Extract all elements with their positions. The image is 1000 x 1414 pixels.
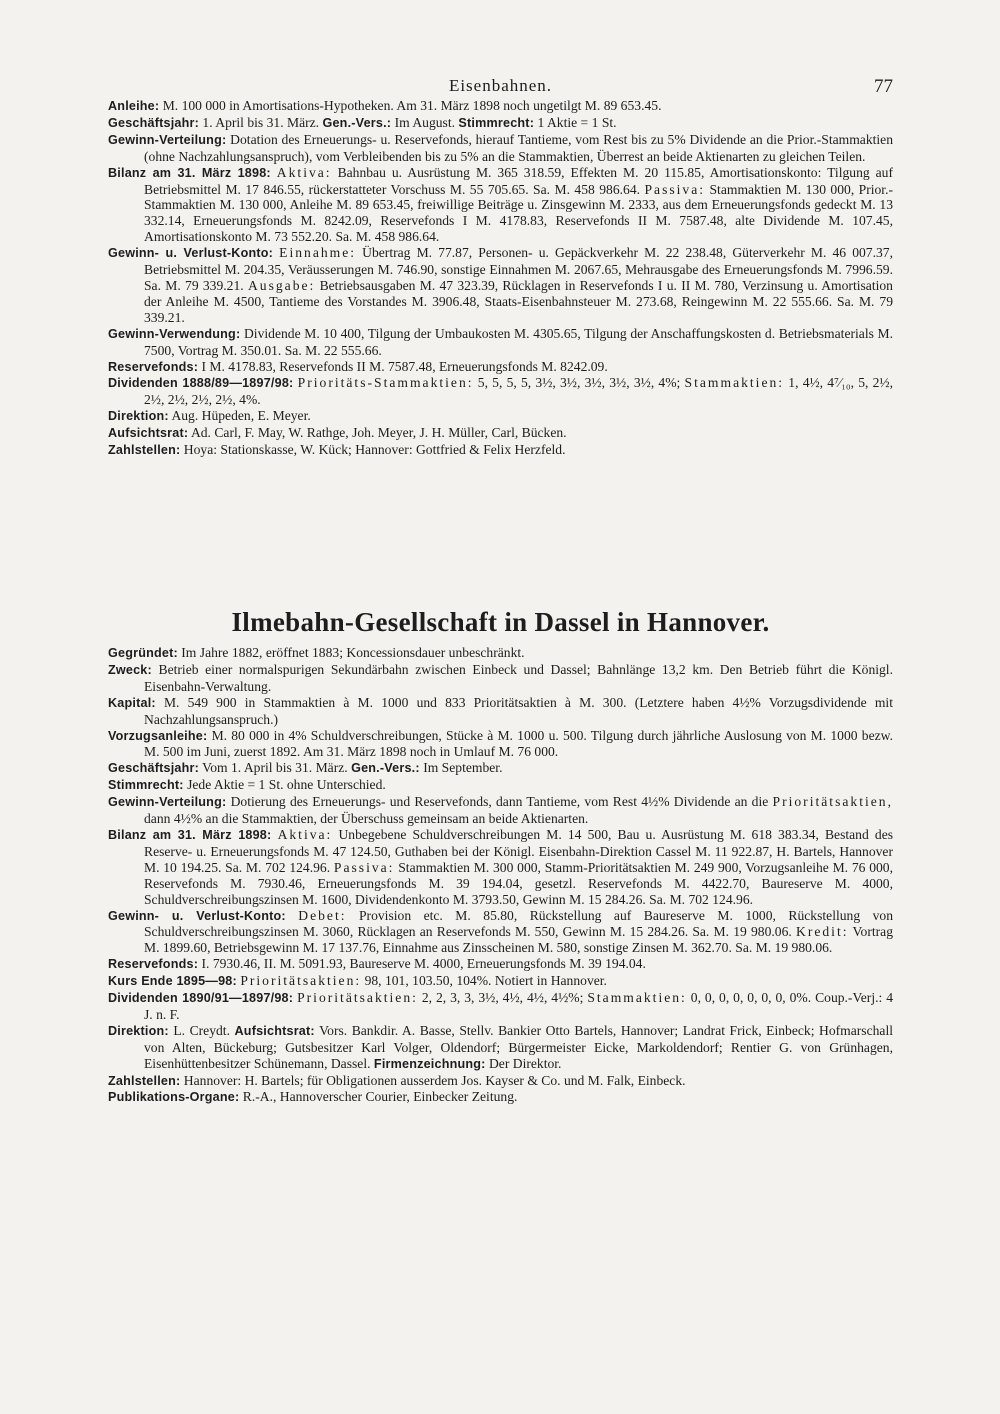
entry-geschaeftsjahr: [108, 760, 893, 777]
aktiva-label: Aktiva:: [276, 164, 332, 180]
entry-reservefonds: [108, 359, 893, 376]
entry-text: M. 80 000 in 4% Schuldverschreibungen, Stücke à M. 1000 u. 500. Tilgung durch jährliche Auslosung von M. 1000 bezw. M. 500 im Juni, zuerst 1892. Am 31. März 1898 noch in Umlauf M. 76 000.: [144, 727, 893, 760]
entry-label: Firmenzeichnung:: [373, 1056, 486, 1071]
passiva-text: Stammaktien M. 130 000, Prior.-Stammaktien M. 130 000, Anleihe M. 89 653.45, freiwillige Beiträge u. Zinsgewinn M. 2333, aus dem Erneuerungsfonds gedeckt M. 13 332.14, Erneuerungsfonds M. 8242.09, Reservefonds I M. 4178.83, Reservefonds II M. 7587.48, alte Dividende M. 107.45, Amortisationskonto M. 73 552.20. Sa. M. 458 986.64.: [144, 181, 894, 245]
einnahme-text: Übertrag M. 77.87, Personen- u. Gepäckverkehr M. 22 238.48, Güterverkehr M. 46 007.37, Betriebsmittel M. 204.35, Veräusserungen M. 746.90, sonstige Einnahmen M. 2067.65, Mehrausgabe des Erneuerungsfonds M. 7996.59. Sa. M. 79 339.21.: [144, 245, 893, 293]
entry-label: Aufsichtsrat:: [234, 1023, 315, 1038]
entry-label: Gen.-Vers.:: [322, 115, 392, 130]
entry-geschaeftsjahr: [108, 115, 893, 132]
entry-label: Bilanz am 31. März 1898:: [108, 165, 271, 180]
entry-direktion: [108, 408, 893, 425]
entry-text: Hannover: H. Bartels; für Obligationen ausserdem Jos. Kayser & Co. und M. Falk, Einbeck.: [183, 1072, 686, 1088]
entry-label: Gewinn- u. Verlust-Konto:: [108, 908, 286, 923]
section-ilmebahn: [108, 645, 893, 1106]
entry-text: 98, 101, 103.50, 104%. Notiert in Hannover.: [364, 973, 607, 989]
aktiva-text: Unbegebene Schuldverschreibungen M. 14 500, Bau u. Ausrüstung M. 618 383.34, Bestand des Reserve- u. Erneuerungsfonds M. 47 124.50, Guthaben bei der Königl. Eisenbahn-Direktion Cassel M. 11 922.87, H. Bartels, Hannover M. 10 194.25. Sa. M. 702 124.96.: [144, 826, 894, 875]
entry-label: Aufsichtsrat:: [108, 426, 189, 441]
kredit-text: Vortrag M. 1899.60, Betriebsgewinn M. 17 137.76, Einnahme aus Zinsscheinen M. 580, sonstige Zinsen M. 362.70. Sa. M. 19 980.06.: [144, 924, 893, 956]
entry-label: Reservefonds:: [108, 957, 199, 972]
entry-text: Aug. Hüpeden, E. Meyer.: [171, 408, 311, 424]
stamm-text: 0, 0, 0, 0, 0, 0, 0, 0%. Coup.-Verj.: 4 J. n. F.: [144, 990, 894, 1022]
entry-label: Anleihe:: [108, 99, 160, 113]
entry-gewinnkonto: [108, 908, 893, 957]
entry-publikation: [108, 1089, 893, 1106]
entry-gewinnverwendung: [108, 326, 893, 359]
ausgabe-label: Ausgabe:: [247, 277, 316, 293]
entry-text: Jede Aktie = 1 St. ohne Unterschied.: [187, 777, 386, 793]
entry-gewinnverteilung: [108, 132, 893, 165]
entry-reservefonds: [108, 956, 893, 973]
entry-label: Kurs Ende 1895—98:: [108, 974, 237, 989]
entry-text: Im Jahre 1882, eröffnet 1883; Koncessionsdauer unbeschränkt.: [181, 645, 525, 660]
entry-text: dann 4½% an die Stammaktien, der Überschuss gemeinsam an beide Aktienarten.: [144, 811, 589, 827]
aktiva-label: Aktiva:: [277, 826, 333, 842]
entry-text: I. 7930.46, II. M. 5091.93, Baureserve M. 4000, Erneuerungsfonds M. 39 194.04.: [201, 956, 646, 972]
page-number: 77: [874, 76, 893, 97]
entry-dividenden: [108, 375, 893, 408]
entry-text: Vors. Bankdir. A. Basse, Stellv. Bankier Otto Bartels, Hannover; Landrat Frick, Einbeck; Hofmarschall von Alten, Bückeburg; Gutsbesitzer Karl Volger, Oldendorf; Bürgermeister Eicke, Markoldendorf; Rentier G. von Grünhagen, Eisenhüttenbesitzer Schünemann, Dassel.: [144, 1022, 894, 1071]
entry-text: Dotierung des Erneuerungs- und Reservefonds, dann Tantieme, vom Rest 4½% Dividende an die: [230, 794, 769, 810]
entry-label: Direktion:: [108, 1023, 169, 1038]
entry-label: Dividenden 1888/89—1897/98:: [108, 376, 294, 391]
section-previous-company: [108, 98, 893, 459]
entry-label: Zahlstellen:: [108, 1073, 181, 1088]
entry-kapital: [108, 695, 893, 728]
entry-label: Reservefonds:: [108, 359, 199, 374]
entry-label: Gewinn-Verteilung:: [108, 132, 227, 147]
entry-bilanz: [108, 827, 893, 908]
passiva-label: Passiva:: [333, 859, 395, 875]
stamm-text: 1, 4½, 4⁷⁄₁₀, 5, 2½, 2½, 2½, 2½, 2½, 4%.: [144, 375, 893, 408]
entry-label: Zahlstellen:: [108, 443, 181, 458]
entry-label: Direktion:: [108, 409, 169, 424]
entry-kurs: [108, 973, 893, 990]
prior-text: 2, 2, 3, 3, 3½, 4½, 4½, 4½%;: [421, 990, 584, 1006]
entry-label: Geschäftsjahr:: [108, 115, 199, 130]
entry-label: Stimmrecht:: [458, 115, 535, 130]
ausgabe-text: Betriebsausgaben M. 47 323.39, Rücklagen in Reservefonds I u. II M. 780, Verzinsung u. Amortisation der Anleihe M. 4500, Tantieme des Vorstandes M. 3906.48, Staats-Eisenbahnsteuer M. 273.68, Reingewinn M. 22 555.66. Sa. M. 79 339.21.: [144, 277, 893, 325]
entry-gewinnverteilung: [108, 794, 893, 827]
einnahme-label: Einnahme:: [279, 245, 357, 261]
spaced-text: Prioritätsaktien:: [240, 973, 362, 989]
entry-label: Dividenden 1890/91—1897/98:: [108, 991, 294, 1006]
entry-label: Geschäftsjahr:: [108, 761, 199, 776]
entry-dividenden: [108, 990, 893, 1023]
entry-label: Stimmrecht:: [108, 778, 184, 793]
entry-text: 1 Aktie = 1 St.: [537, 114, 617, 130]
entry-label: Gen.-Vers.:: [351, 761, 420, 776]
entry-text: Vom 1. April bis 31. März.: [202, 760, 348, 776]
entry-label: Gewinn-Verwendung:: [108, 326, 241, 341]
entry-label: Publikations-Organe:: [108, 1090, 240, 1105]
section-heading: Ilmebahn-Gesellschaft in Dassel in Hannover.: [231, 607, 770, 637]
entry-anleihe: [108, 98, 893, 115]
entry-text: Der Direktor.: [488, 1055, 562, 1071]
aktiva-text: Bahnbau u. Ausrüstung M. 365 318.59, Effekten M. 20 115.85, Amortisationskonto: Tilgung auf Betriebsmittel M. 17 846.55, rückerstatteter Vorschuss M. 55 705.65. Sa. M. 458 986.64.: [144, 164, 893, 197]
stamm-label: Stammaktien:: [587, 990, 687, 1006]
entry-text: Hoya: Stationskasse, W. Kück; Hannover: Gottfried & Felix Herzfeld.: [183, 442, 566, 458]
prior-text: 5, 5, 5, 5, 3½, 3½, 3½, 3½, 3½, 4%;: [477, 375, 681, 391]
entry-text: M. 549 900 in Stammaktien à M. 1000 und 833 Prioritätsaktien à M. 300. (Letztere haben 4½% Vorzugsdividende mit Nachzahlungsanspruch.): [144, 694, 893, 727]
kredit-label: Kredit:: [796, 924, 849, 940]
entry-label: Bilanz am 31. März 1898:: [108, 827, 272, 842]
entry-text: R.-A., Hannoverscher Courier, Einbecker Zeitung.: [242, 1089, 518, 1105]
entry-text: Dividende M. 10 400, Tilgung der Umbaukosten M. 4305.65, Tilgung der Anschaffungskosten d. Betriebsmaterials M. 7500, Vortrag M. 350.01. Sa. M. 22 555.66.: [144, 325, 893, 358]
entry-zahlstellen: [108, 442, 893, 459]
running-title: Eisenbahnen.: [448, 76, 553, 95]
entry-gewinnkonto: [108, 245, 893, 326]
prior-label: Prioritätsaktien:: [297, 990, 418, 1006]
entry-text: L. Creydt.: [173, 1022, 230, 1038]
entry-label: Vorzugsanleihe:: [108, 728, 208, 743]
entry-zweck: [108, 662, 893, 695]
entry-label: Gegründet:: [108, 646, 178, 660]
entry-bilanz: [108, 165, 893, 246]
entry-text: M. 100 000 in Amortisations-Hypotheken. Am 31. März 1898 noch ungetilgt M. 89 653.45.: [162, 98, 662, 113]
prior-label: Prioritäts-Stammaktien:: [297, 375, 474, 391]
entry-text: Im September.: [423, 760, 503, 776]
entry-text: Ad. Carl, F. May, W. Rathge, Joh. Meyer, J. H. Müller, Carl, Bücken.: [190, 425, 567, 441]
entry-label: Gewinn-Verteilung:: [108, 795, 227, 810]
entry-text: Dotation des Erneuerungs- u. Reservefonds, hierauf Tantieme, vom Rest bis zu 5% Dividende an die Prior.-Stammaktien (ohne Nachzahlungsanspruch), vom Verbleibenden bis zu 5% an die Stammaktien, Überrest an beide Aktienarten zu gleichen Teilen.: [144, 131, 893, 164]
spaced-text: Prioritätsaktien,: [772, 794, 893, 810]
debet-text: Provision etc. M. 85.80, Rückstellung auf Baureserve M. 1000, Rückstellung von Schuldverschreibungszinsen M. 3060, Rücklagen an Reservefonds M. 550, Gewinn M. 15 284.26. Sa. M. 19 980.06.: [144, 907, 893, 940]
passiva-label: Passiva:: [644, 181, 706, 197]
entry-stimmrecht: [108, 777, 893, 794]
entry-aufsichtsrat: [108, 425, 893, 442]
entry-text: I M. 4178.83, Reservefonds II M. 7587.48, Erneuerungsfonds M. 8242.09.: [201, 358, 608, 374]
debet-label: Debet:: [298, 907, 347, 923]
stamm-label: Stammaktien:: [684, 375, 785, 391]
entry-zahlstellen: [108, 1073, 893, 1090]
entry-gegruendet: [108, 645, 893, 662]
entry-vorzugsanleihe: [108, 728, 893, 761]
entry-text: 1. April bis 31. März.: [202, 114, 320, 130]
entry-label: Zweck:: [108, 662, 152, 677]
entry-direktion: [108, 1023, 893, 1073]
entry-label: Kapital:: [108, 695, 156, 710]
entry-label: Gewinn- u. Verlust-Konto:: [108, 246, 274, 261]
passiva-text: Stammaktien M. 300 000, Stamm-Prioritätsaktien M. 249 900, Vorzugsanleihe M. 76 000, Reservefonds M. 7930.46, Erneuerungsfonds M. 39 194.04, gesetzl. Reservefonds M. 4422.70, Baureserve M. 4000, Schuldverschreibungszinsen M. 1600, Dividendenkonto M. 3793.50, Gewinn M. 15 284.26. Sa. M. 702 124.96.: [144, 859, 893, 907]
entry-text: Betrieb einer normalspurigen Sekundärbahn zwischen Einbeck und Dassel; Bahnlänge 13,2 km. Den Betrieb führt die Königl. Eisenbahn-Verwaltung.: [144, 661, 893, 694]
entry-text: Im August.: [394, 114, 456, 130]
